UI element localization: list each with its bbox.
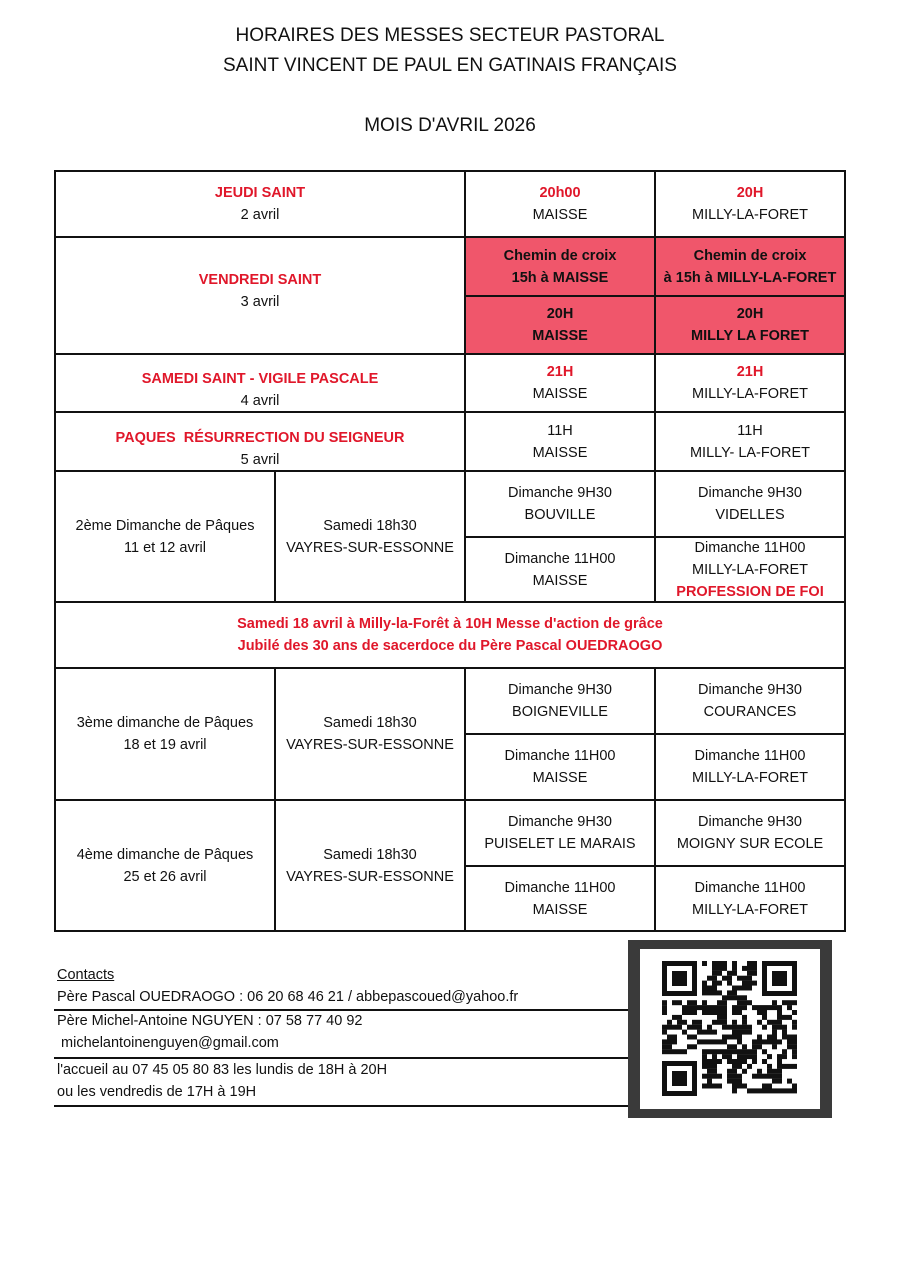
cell-line: 15h à MAISSE xyxy=(511,269,609,286)
event-date: 4 avril xyxy=(240,393,280,409)
mass-time: 21H xyxy=(736,364,764,380)
d3-r2c1-cell xyxy=(465,734,655,800)
d2-r1c2-cell xyxy=(655,471,845,537)
vendredi-soir-maisse-cell xyxy=(465,296,655,354)
d4-r1c2-cell xyxy=(655,800,845,866)
samedi-milly-cell xyxy=(655,354,845,412)
d3-samedi-cell xyxy=(275,668,465,800)
contact-accueil-hours: ou les vendredis de 17H à 19H xyxy=(57,1084,257,1100)
jubile-cell xyxy=(55,602,845,668)
cell-line: à 15h à MILLY-LA-FORET xyxy=(663,269,837,286)
d2-r2c1-cell xyxy=(465,537,655,602)
event-date: 3 avril xyxy=(240,293,280,310)
mass-place: VAYRES-SUR-ESSONNE xyxy=(286,737,454,753)
mass-time: 20H xyxy=(736,185,764,201)
mass-time: Dimanche 9H30 xyxy=(508,814,612,830)
mass-place: MOIGNY SUR ECOLE xyxy=(676,836,824,852)
mass-place: VAYRES-SUR-ESSONNE xyxy=(286,539,454,556)
contact-michel: Père Michel-Antoine NGUYEN : 07 58 77 40 92 xyxy=(57,1013,363,1029)
mass-place: MAISSE xyxy=(532,770,588,786)
d2-r1c1-cell xyxy=(465,471,655,537)
mass-place: MAISSE xyxy=(532,572,588,589)
mass-place: PUISELET LE MARAIS xyxy=(484,836,636,852)
mass-time: Samedi 18h30 xyxy=(323,715,417,731)
d4-r1c1-cell xyxy=(465,800,655,866)
jeudi-milly-cell xyxy=(655,171,845,237)
d4-samedi-cell xyxy=(275,800,465,931)
event-title: 3ème dimanche de Pâques xyxy=(76,715,254,731)
event-date: 18 et 19 avril xyxy=(123,737,207,753)
jubile-line-1: Samedi 18 avril à Milly-la-Forêt à 10H Messe d'action de grâce xyxy=(237,616,663,632)
event-title: 2ème Dimanche de Pâques xyxy=(75,517,255,534)
cell-line: 20H xyxy=(736,306,764,322)
vendredi-saint-cell xyxy=(55,237,465,354)
mass-time: Dimanche 11H00 xyxy=(504,550,616,567)
vendredi-croix-maisse-cell xyxy=(465,237,655,296)
event-title: VENDREDI SAINT xyxy=(198,271,322,288)
mass-time: Samedi 18h30 xyxy=(323,517,417,534)
paques-milly-cell xyxy=(655,412,845,471)
mass-time: Dimanche 11H00 xyxy=(504,748,616,764)
mass-time: Dimanche 11H00 xyxy=(694,748,806,764)
mass-time: Dimanche 9H30 xyxy=(698,485,802,501)
mass-time: Dimanche 9H30 xyxy=(508,682,612,698)
contact-pascal: Père Pascal OUEDRAOGO : 06 20 68 46 21 / abbepascoued@yahoo.fr xyxy=(57,989,519,1005)
mass-place: VAYRES-SUR-ESSONNE xyxy=(286,868,454,885)
event-date: 25 et 26 avril xyxy=(123,868,207,885)
samedi-saint-cell xyxy=(55,354,465,412)
d4-r2c1-cell xyxy=(465,866,655,931)
mass-place: VIDELLES xyxy=(715,507,785,523)
event-date: 11 et 12 avril xyxy=(124,539,206,556)
contact-michel-email: michelantoinenguyen@gmail.com xyxy=(57,1035,279,1051)
contacts-heading: Contacts xyxy=(57,967,115,983)
mass-time: Dimanche 9H30 xyxy=(698,814,802,830)
mass-place: BOUVILLE xyxy=(524,507,596,523)
event-title: PAQUES RÉSURRECTION DU SEIGNEUR xyxy=(115,429,405,446)
cell-line: Chemin de croix xyxy=(693,247,807,264)
d3-r1c2-cell xyxy=(655,668,845,734)
d4-r2c2-cell xyxy=(655,866,845,931)
contact-accueil: l'accueil au 07 45 05 80 83 les lundis de 18H à 20H xyxy=(57,1062,388,1078)
mass-place: MAISSE xyxy=(532,444,588,461)
d3-r1c1-cell xyxy=(465,668,655,734)
mass-place: MILLY-LA-FORET xyxy=(691,770,809,786)
vendredi-croix-milly-cell xyxy=(655,237,845,296)
contact-divider xyxy=(54,1105,628,1107)
jubile-line-2: Jubilé des 30 ans de sacerdoce du Père Pascal OUEDRAOGO xyxy=(237,638,663,654)
mass-time: Dimanche 9H30 xyxy=(698,682,802,698)
mass-place: MAISSE xyxy=(532,386,588,402)
jeudi-saint-cell xyxy=(55,171,465,237)
d2-title-cell xyxy=(55,471,275,602)
paques-cell xyxy=(55,412,465,471)
mass-place: MILLY-LA-FORET xyxy=(691,207,809,223)
d2-r2c2-cell xyxy=(655,537,845,602)
event-title: SAMEDI SAINT - VIGILE PASCALE xyxy=(141,371,379,387)
mass-place: MAISSE xyxy=(532,207,588,223)
mass-place: COURANCES xyxy=(703,704,797,720)
mass-place: MILLY-LA-FORET xyxy=(691,386,809,402)
mass-time: 11H xyxy=(737,422,763,439)
cell-line: Chemin de croix xyxy=(503,247,617,264)
mass-place: BOIGNEVILLE xyxy=(512,704,608,720)
month-title: MOIS D'AVRIL 2026 xyxy=(364,115,536,136)
d4-title-cell xyxy=(55,800,275,931)
mass-time: 21H xyxy=(546,364,574,380)
mass-place: MILLY- LA-FORET xyxy=(689,444,811,461)
mass-place: MILLY-LA-FORET xyxy=(691,901,809,918)
event-date: 5 avril xyxy=(240,451,280,468)
mass-time: 11H xyxy=(547,422,573,439)
mass-time: Dimanche 9H30 xyxy=(508,485,612,501)
qr-code-icon[interactable] xyxy=(628,940,832,1118)
title-line-2: SAINT VINCENT DE PAUL EN GATINAIS FRANÇAIS xyxy=(223,55,677,76)
event-title: 4ème dimanche de Pâques xyxy=(76,846,254,863)
cell-line: 20H xyxy=(546,306,574,322)
profession-de-foi-note: PROFESSION DE FOI xyxy=(676,583,824,600)
mass-time: 20h00 xyxy=(539,185,581,201)
mass-time: Samedi 18h30 xyxy=(323,846,417,863)
mass-time: Dimanche 11H00 xyxy=(694,879,806,896)
mass-place: MILLY-LA-FORET xyxy=(691,561,809,578)
d3-r2c2-cell xyxy=(655,734,845,800)
mass-time: Dimanche 11H00 xyxy=(694,539,806,556)
mass-place: MAISSE xyxy=(532,901,588,918)
event-title: JEUDI SAINT xyxy=(214,185,306,201)
d3-title-cell xyxy=(55,668,275,800)
vendredi-soir-milly-cell xyxy=(655,296,845,354)
d2-samedi-cell xyxy=(275,471,465,602)
jeudi-maisse-cell xyxy=(465,171,655,237)
title-line-1: HORAIRES DES MESSES SECTEUR PASTORAL xyxy=(235,25,665,46)
qr-pattern xyxy=(640,949,820,1109)
cell-line: MILLY LA FORET xyxy=(691,328,809,344)
paques-maisse-cell xyxy=(465,412,655,471)
event-date: 2 avril xyxy=(240,207,280,223)
samedi-maisse-cell xyxy=(465,354,655,412)
cell-line: MAISSE xyxy=(532,328,588,344)
mass-time: Dimanche 11H00 xyxy=(504,879,616,896)
